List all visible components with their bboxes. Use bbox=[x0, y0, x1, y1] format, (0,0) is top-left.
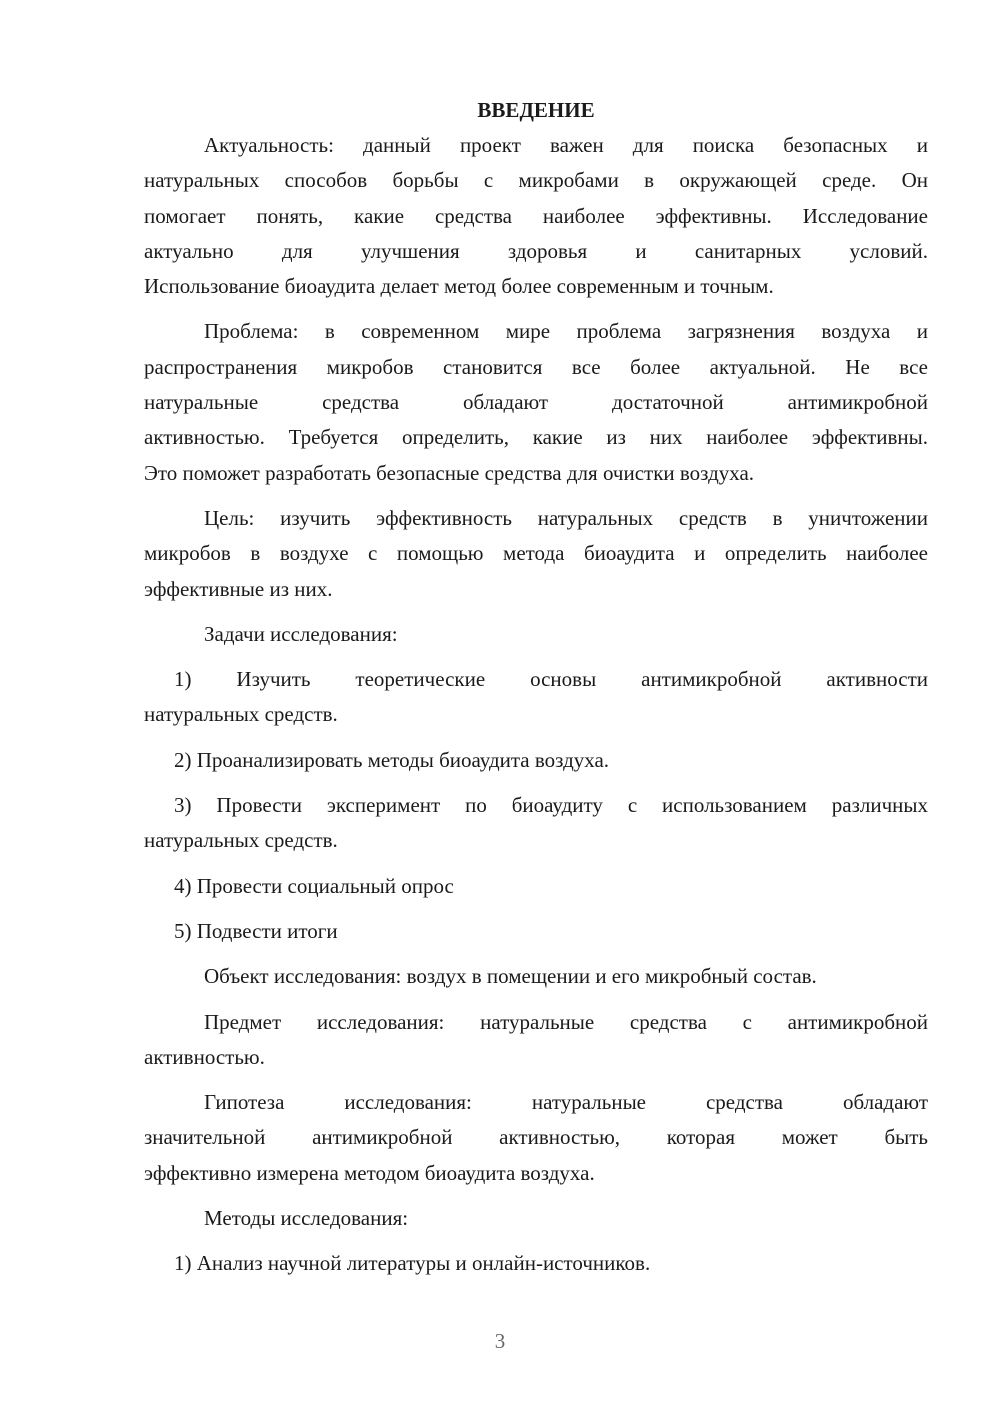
paragraph-relevance bbox=[144, 128, 928, 304]
methods-list bbox=[144, 1246, 928, 1281]
text-line: 4) Провести социальный опрос bbox=[174, 873, 454, 898]
text-line: Это поможет разработать безопасные средства для очистки воздуха. bbox=[144, 460, 755, 485]
text-line: натуральных средств. bbox=[144, 828, 338, 853]
task-list bbox=[144, 662, 928, 949]
list-item bbox=[144, 914, 928, 949]
text-line: распространения микробов становится все более актуальной. Не все bbox=[144, 354, 928, 379]
text-line: 1) Изучить теоретические основы антимикробной активности bbox=[174, 667, 928, 692]
text-line: Предмет исследования: натуральные средства с антимикробной bbox=[204, 1009, 928, 1034]
text-line: натуральных способов борьбы с микробами в окружающей среде. Он bbox=[144, 168, 928, 193]
text-line: Цель: изучить эффективность натуральных средств в уничтожении bbox=[204, 505, 928, 530]
text-line: 5) Подвести итоги bbox=[174, 918, 338, 943]
text-line: Использование биоаудита делает метод более современным и точным. bbox=[144, 274, 774, 299]
page-title: ВВЕДЕНИЕ bbox=[477, 98, 595, 122]
text-line: 3) Провести эксперимент по биоаудиту с использованием различных bbox=[174, 793, 928, 818]
text-line: значительной антимикробной активностью, которая может быть bbox=[144, 1125, 928, 1150]
text-line: помогает понять, какие средства наиболее эффективны. Исследование bbox=[144, 203, 928, 228]
list-item bbox=[144, 662, 928, 733]
paragraph-subject bbox=[144, 1005, 928, 1076]
text-line: натуральные средства обладают достаточной антимикробной bbox=[144, 390, 928, 415]
list-item: 1) Анализ научной литературы и онлайн-источников. bbox=[174, 1251, 651, 1276]
text-line: Гипотеза исследования: натуральные средства обладают bbox=[204, 1090, 928, 1115]
paragraph-problem bbox=[144, 314, 928, 490]
text-line: эффективно измерена методом биоаудита воздуха. bbox=[144, 1160, 595, 1185]
methods-heading: Методы исследования: bbox=[204, 1206, 409, 1231]
page-number: 3 bbox=[494, 1329, 506, 1353]
paragraph-hypothesis bbox=[144, 1085, 928, 1191]
text-line: актуально для улучшения здоровья и санитарных условий. bbox=[144, 238, 928, 263]
list-item bbox=[144, 869, 928, 904]
text-line: активностью. bbox=[144, 1044, 265, 1069]
text-line: 2) Проанализировать методы биоаудита воздуха. bbox=[174, 747, 610, 772]
text-line: натуральных средств. bbox=[144, 702, 338, 727]
text-line: Актуальность: данный проект важен для поиска безопасных и bbox=[204, 133, 928, 157]
text-line: эффективные из них. bbox=[144, 576, 333, 601]
list-item bbox=[144, 788, 928, 859]
page-content bbox=[144, 92, 928, 1282]
paragraph-object: Объект исследования: воздух в помещении и его микробный состав. bbox=[204, 964, 817, 989]
tasks-heading: Задачи исследования: bbox=[204, 621, 398, 646]
paragraph-goal bbox=[144, 501, 928, 607]
list-item bbox=[144, 743, 928, 778]
text-line: активностью. Требуется определить, какие из них наиболее эффективны. bbox=[144, 425, 928, 450]
text-line: микробов в воздухе с помощью метода биоаудита и определить наиболее bbox=[144, 541, 928, 566]
text-line: Проблема: в современном мире проблема загрязнения воздуха и bbox=[204, 319, 928, 344]
